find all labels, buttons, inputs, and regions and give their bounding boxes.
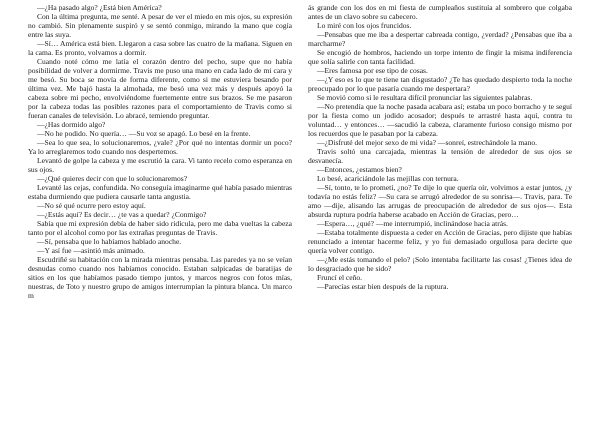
paragraph: —Entonces, ¿estamos bien? <box>317 164 402 174</box>
paragraph: —No he podido. No quería… —Su voz se apagó. Lo besé en la frente. <box>37 128 251 138</box>
paragraph: —Sí, pensaba que lo habíamos hablado anoche. <box>37 236 182 246</box>
text-column-left <box>28 3 292 423</box>
paragraph: —Pensabas que me iba a despertar cabreada contigo, ¿verdad? ¿Pensabas que iba a marcharme? <box>308 29 572 48</box>
paragraph: —¿Y eso es lo que te tiene tan disgustado? ¿Te has quedado despierto toda la noche preocupado por lo que pasaría cuando me despertara? <box>308 74 572 93</box>
paragraph: —¿Estás aquí? Es decir… ¿te vas a quedar? ¿Conmigo? <box>37 209 207 219</box>
paragraph: —Y así fue —asintió más animado. <box>37 245 145 255</box>
paragraph: —Sí, tonto, te lo prometí, ¿no? Te dije lo que quería oír, volvimos a estar juntos, ¿y todavía no estás feliz? —Su cara se arrugó alrededor de su sonrisa—. Travis, para. Te amo —dije, alisando las arrugas de preocupación de alrededor de sus ojos—. Esta absurda ruptura podría haberse acabado en Acción de Gracias, pero… <box>308 182 572 219</box>
paragraph: —¿Has dormido algo? <box>37 119 106 129</box>
paragraph: —Estaba totalmente dispuesta a ceder en Acción de Gracias, pero dijiste que habías renunciado a intentar hacerme feliz, y yo fui demasiado orgullosa para decirte que quería volver contigo. <box>308 227 572 255</box>
paragraph: Travis soltó una carcajada, mientras la tensión de alrededor de sus ojos se desvanecía. <box>308 146 572 165</box>
paragraph: Cuando noté cómo me latía el corazón dentro del pecho, supe que no había posibilidad de volver a dormirme. Travis me puso una mano en cada lado de mi cara y me besó. Su boca se movía de forma diferente, como si me estuviera besando por última vez. Me bajó hasta la almohada, me besó una vez más y después apoyó la cabeza sobre mi pecho, envolviéndome fuertemente entre sus brazos. Se me pasaron por la cabeza todas las posibles razones para el comportamiento de Travis como si fueran canales de televisión. Lo abracé, temiendo preguntar. <box>28 56 292 120</box>
paragraph: ás grande con los dos en mi fiesta de cumpleaños sustituía al sombrero que colgaba antes de un clavo sobre su cabecero. <box>308 3 572 21</box>
paragraph: —¿Qué quieres decir con que lo solucionaremos? <box>37 173 188 183</box>
paragraph: —No pretendía que la noche pasada acabara así; estaba un poco borracho y te seguí por la fiesta como un jodido acosador; después te arrastré hasta aquí, contra tu voluntad… y entonces… —sacudió la cabeza, claramente furioso consigo mismo por los recuerdos que le pasaban por la cabeza. <box>308 101 572 138</box>
book-page <box>28 3 572 423</box>
paragraph: Se encogió de hombros, haciendo un torpe intento de fingir la misma indiferencia que solía salirle con tanta facilidad. <box>308 47 572 66</box>
paragraph: —Espera…, ¿qué? —me interrumpió, inclinándose hacia atrás. <box>317 218 508 228</box>
text-column-right <box>308 3 572 423</box>
paragraph: —Sea lo que sea, lo solucionaremos, ¿vale? ¿Por qué no intentas dormir un poco? Ya lo arreglaremos todo cuando nos despertemos. <box>28 137 292 156</box>
paragraph: Fruncí el ceño. <box>317 272 363 282</box>
paragraph: —¿Disfruté del mejor sexo de mi vida? —sonreí, estrechándole la mano. <box>317 137 538 147</box>
paragraph: Levanté las cejas, confundida. No conseguía imaginarme qué había pasado mientras estaba durmiendo que pudiera causarle tanta angustia. <box>28 182 292 201</box>
paragraph: Escudriñé su habitación con la mirada mientras pensaba. Las paredes ya no se veían desnudas como cuando nos habíamos conocido. Estaban salpicadas de baratijas de sitios en los que habíamos pasado tiempo juntos, y marcos negros con fotos mías, nuestras, de Toto y nuestro grupo de amigos interrumpían la pintura blanca. Un marco m <box>28 254 292 300</box>
paragraph: Se movió como si le resultara difícil pronunciar las siguientes palabras. <box>317 92 533 102</box>
paragraph: Sabía que mi expresión debía de haber sido ridícula, pero me daba vueltas la cabeza tanto por el alcohol como por las extrañas preguntas de Travis. <box>28 218 292 237</box>
paragraph: Lo miré con los ojos fruncidos. <box>317 20 412 30</box>
paragraph: —Parecías estar bien después de la ruptura. <box>317 281 449 291</box>
paragraph: Con la última pregunta, me senté. A pesar de ver el miedo en mis ojos, su expresión no cambió. Sin plenamente suspiró y se sentó conmigo, mirando la mano que cogía entre las suya. <box>28 11 292 39</box>
paragraph: —¿Ha pasado algo? ¿Está bien América? <box>37 3 162 12</box>
paragraph: Levantó de golpe la cabeza y me escrutió la cara. Vi tanto recelo como esperanza en sus ojos. <box>28 155 292 174</box>
paragraph: —No sé qué ocurre pero estoy aquí. <box>37 200 146 210</box>
paragraph: —¿Me estás tomando el pelo? ¡Solo intentaba facilitarte las cosas! ¿Tienes idea de lo desgraciado que he sido? <box>308 254 572 273</box>
paragraph: Lo besé, acariciándole las mejillas con ternura. <box>317 173 459 183</box>
paragraph: —Eres famosa por ese tipo de cosas. <box>317 65 428 75</box>
paragraph: —Sí… América está bien. Llegaron a casa sobre las cuatro de la mañana. Siguen en la cama. Es pronto, volvamos a dormir. <box>28 38 292 57</box>
